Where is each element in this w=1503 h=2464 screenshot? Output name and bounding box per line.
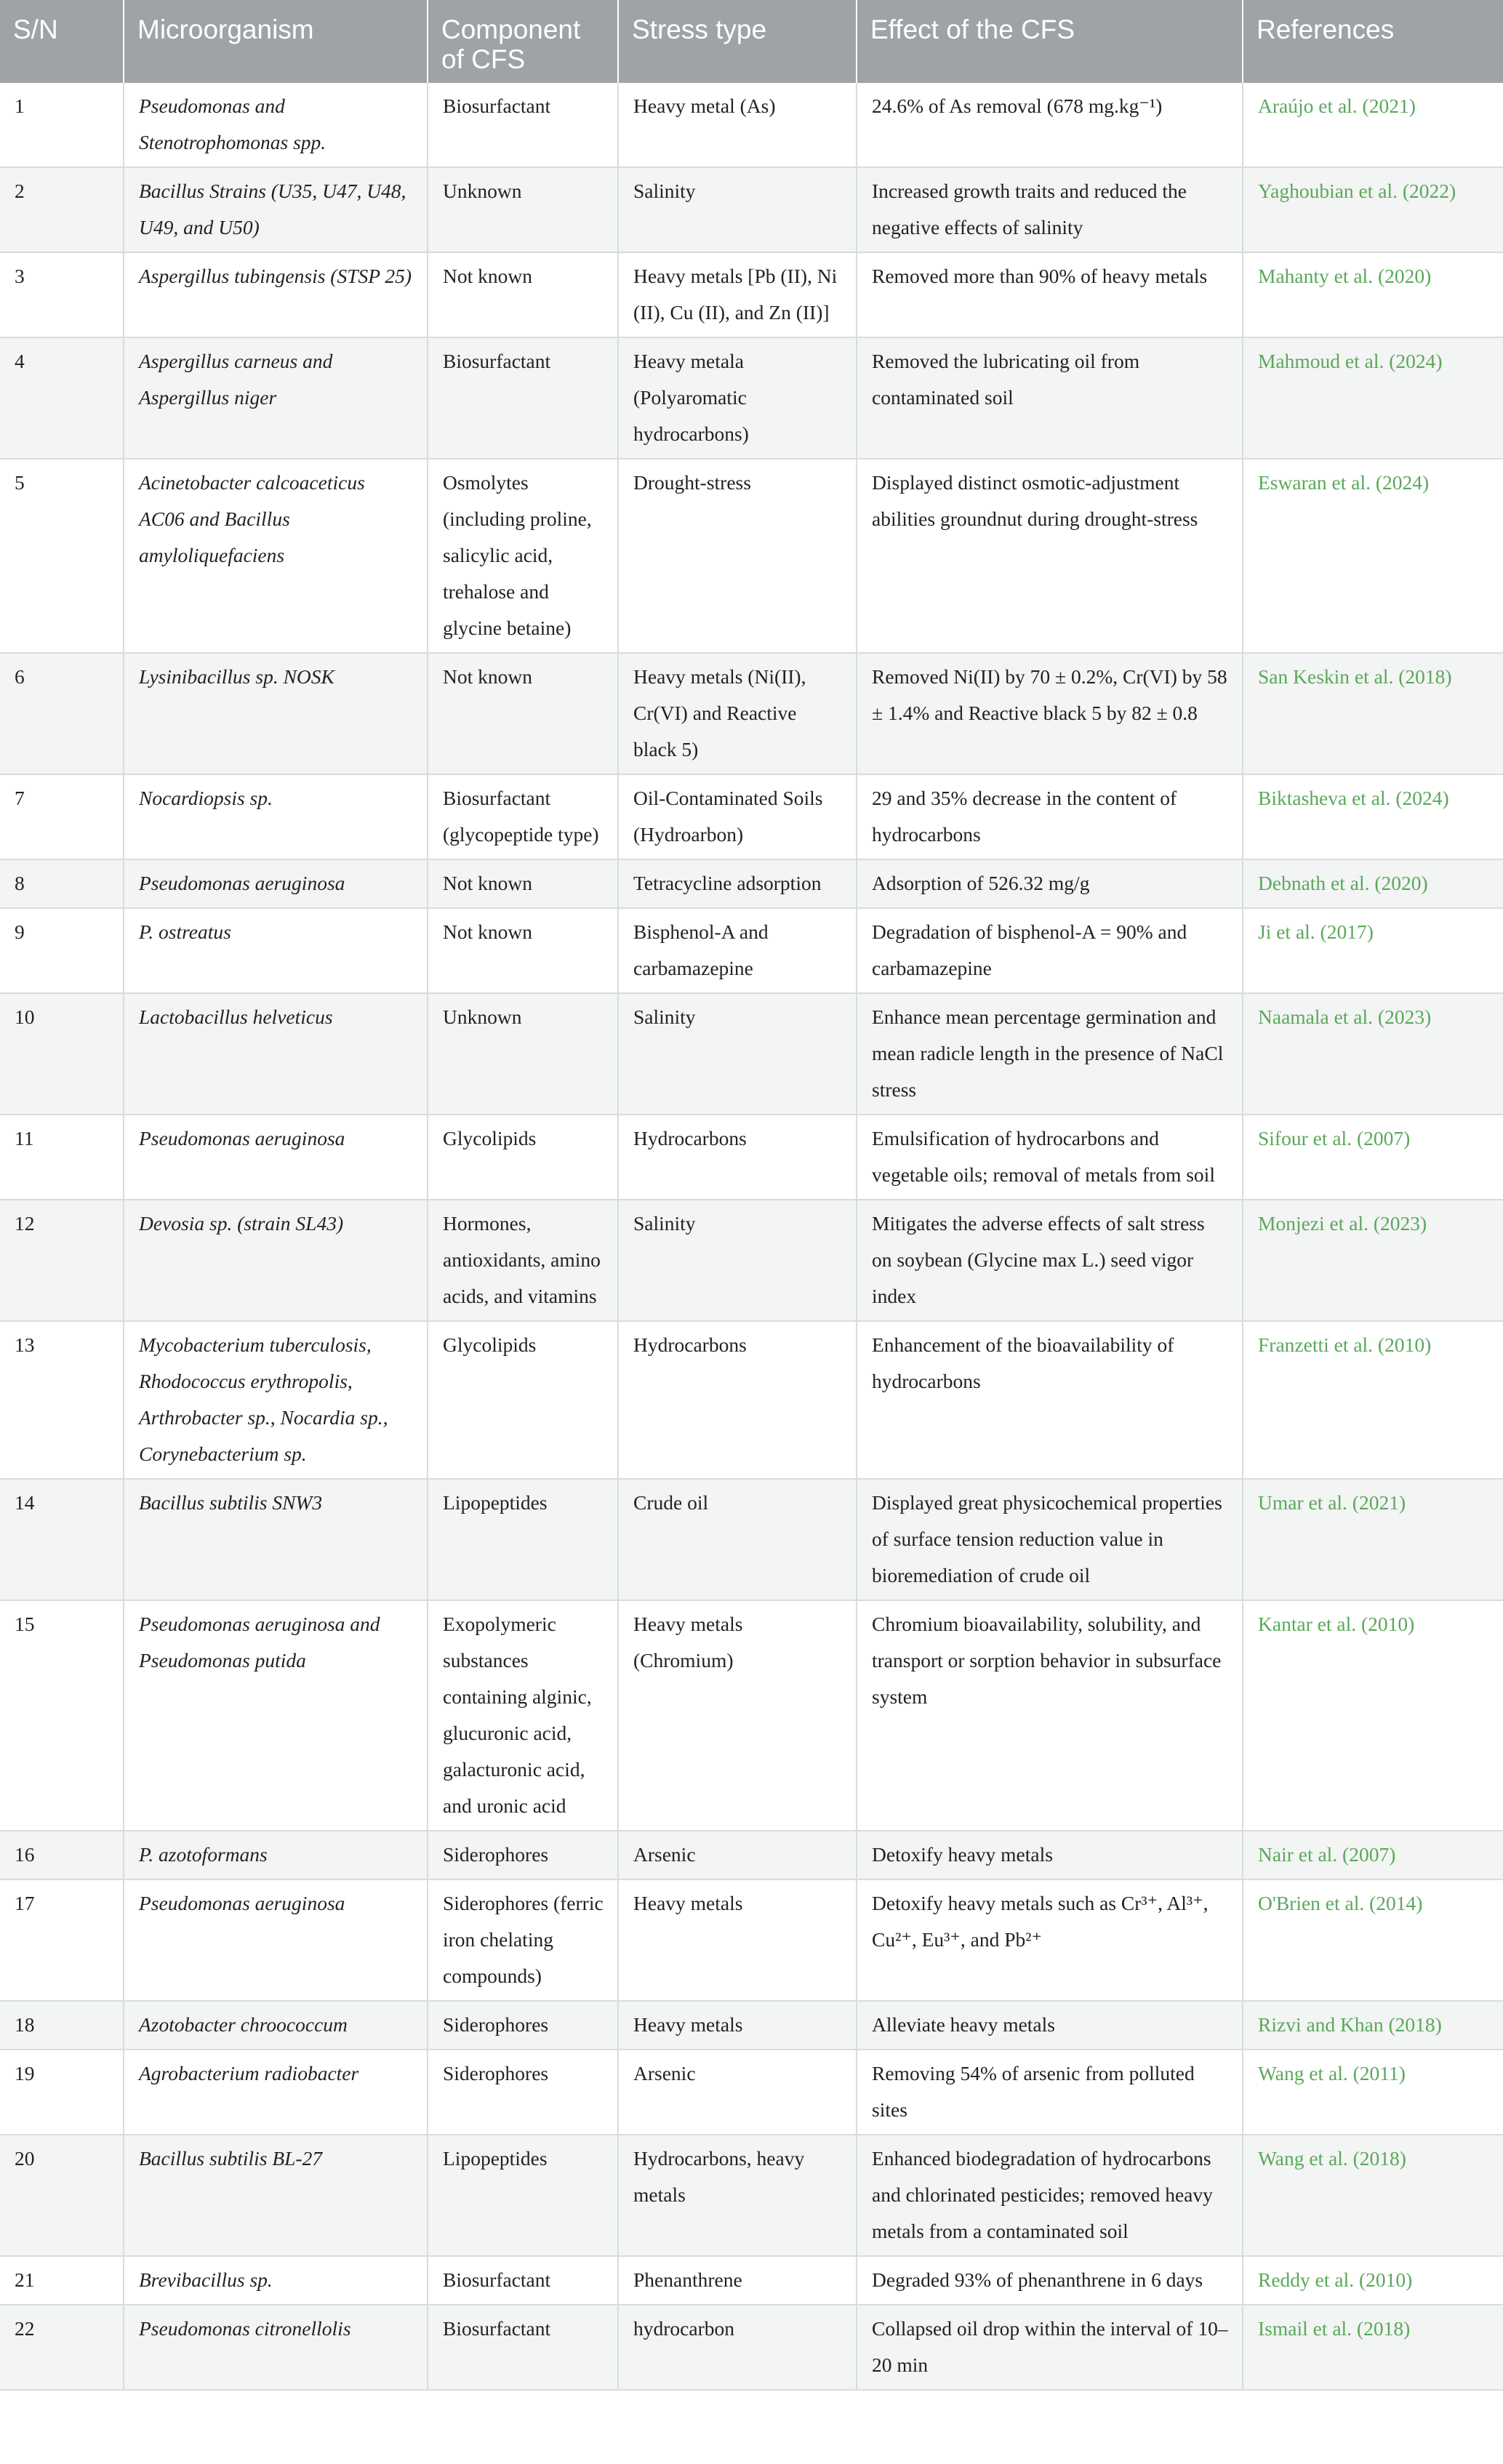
component-cell: Biosurfactant [428, 83, 618, 167]
table-row [0, 1600, 1503, 1831]
microorganism-cell: P. azotoformans [124, 1831, 428, 1879]
reference-link[interactable]: Wang et al. (2011) [1243, 2050, 1503, 2135]
microorganism-cell: Pseudomonas citronellolis [124, 2305, 428, 2390]
sn-cell: 21 [0, 2256, 124, 2305]
reference-link[interactable]: Franzetti et al. (2010) [1243, 1321, 1503, 1479]
stress-type-cell: Heavy metals (Ni(II), Cr(VI) and Reactive black 5) [618, 653, 857, 774]
table-row [0, 83, 1503, 167]
effect-cell: Adsorption of 526.32 mg/g [857, 859, 1243, 908]
header-sn: S/N [0, 0, 124, 83]
table-row [0, 167, 1503, 252]
sn-cell: 6 [0, 653, 124, 774]
microorganism-cell: P. ostreatus [124, 908, 428, 993]
component-cell: Glycolipids [428, 1115, 618, 1200]
component-cell: Lipopeptides [428, 2135, 618, 2256]
stress-type-cell: Oil-Contaminated Soils (Hydroarbon) [618, 774, 857, 859]
table-row [0, 908, 1503, 993]
table-row [0, 2135, 1503, 2256]
stress-type-cell: Salinity [618, 167, 857, 252]
component-cell: Biosurfactant [428, 2305, 618, 2390]
reference-link[interactable]: Yaghoubian et al. (2022) [1243, 167, 1503, 252]
sn-cell: 1 [0, 83, 124, 167]
effect-cell: Increased growth traits and reduced the negative effects of salinity [857, 167, 1243, 252]
sn-cell: 11 [0, 1115, 124, 1200]
stress-type-cell: Heavy metals [Pb (II), Ni (II), Cu (II), and Zn (II)] [618, 252, 857, 337]
table-row [0, 2050, 1503, 2135]
effect-cell: Removed the lubricating oil from contaminated soil [857, 337, 1243, 459]
stress-type-cell: Heavy metals (Chromium) [618, 1600, 857, 1831]
microorganism-cell: Mycobacterium tuberculosis, Rhodococcus erythropolis, Arthrobacter sp., Nocardia sp., Corynebacterium sp. [124, 1321, 428, 1479]
table-row [0, 859, 1503, 908]
sn-cell: 22 [0, 2305, 124, 2390]
microorganism-cell: Agrobacterium radiobacter [124, 2050, 428, 2135]
microorganism-cell: Nocardiopsis sp. [124, 774, 428, 859]
table-body [0, 83, 1503, 2390]
reference-link[interactable]: Sifour et al. (2007) [1243, 1115, 1503, 1200]
effect-cell: Enhancement of the bioavailability of hydrocarbons [857, 1321, 1243, 1479]
reference-link[interactable]: O'Brien et al. (2014) [1243, 1879, 1503, 2001]
sn-cell: 2 [0, 167, 124, 252]
effect-cell: Collapsed oil drop within the interval of 10–20 min [857, 2305, 1243, 2390]
effect-cell: Detoxify heavy metals [857, 1831, 1243, 1879]
effect-cell: Degraded 93% of phenanthrene in 6 days [857, 2256, 1243, 2305]
component-cell: Not known [428, 908, 618, 993]
microorganism-cell: Aspergillus carneus and Aspergillus niger [124, 337, 428, 459]
effect-cell: 29 and 35% decrease in the content of hydrocarbons [857, 774, 1243, 859]
table-row [0, 1200, 1503, 1321]
stress-type-cell: Hydrocarbons [618, 1115, 857, 1200]
stress-type-cell: Arsenic [618, 2050, 857, 2135]
component-cell: Biosurfactant (glycopeptide type) [428, 774, 618, 859]
component-cell: Lipopeptides [428, 1479, 618, 1600]
sn-cell: 8 [0, 859, 124, 908]
microorganism-cell: Devosia sp. (strain SL43) [124, 1200, 428, 1321]
sn-cell: 19 [0, 2050, 124, 2135]
reference-link[interactable]: Biktasheva et al. (2024) [1243, 774, 1503, 859]
reference-link[interactable]: Mahanty et al. (2020) [1243, 252, 1503, 337]
stress-type-cell: Salinity [618, 993, 857, 1115]
component-cell: Biosurfactant [428, 2256, 618, 2305]
header-row [0, 0, 1503, 83]
header-component: Component of CFS [428, 0, 618, 83]
component-cell: Siderophores [428, 2001, 618, 2050]
reference-link[interactable]: Naamala et al. (2023) [1243, 993, 1503, 1115]
sn-cell: 5 [0, 459, 124, 653]
microorganism-cell: Bacillus subtilis SNW3 [124, 1479, 428, 1600]
effect-cell: Chromium bioavailability, solubility, and transport or sorption behavior in subsurface system [857, 1600, 1243, 1831]
component-cell: Hormones, antioxidants, amino acids, and vitamins [428, 1200, 618, 1321]
table-row [0, 459, 1503, 653]
header-stress-type: Stress type [618, 0, 857, 83]
component-cell: Unknown [428, 167, 618, 252]
reference-link[interactable]: Debnath et al. (2020) [1243, 859, 1503, 908]
stress-type-cell: Drought-stress [618, 459, 857, 653]
reference-link[interactable]: Nair et al. (2007) [1243, 1831, 1503, 1879]
table-row [0, 2305, 1503, 2390]
microorganism-cell: Azotobacter chroococcum [124, 2001, 428, 2050]
component-cell: Osmolytes (including proline, salicylic acid, trehalose and glycine betaine) [428, 459, 618, 653]
stress-type-cell: Heavy metala (Polyaromatic hydrocarbons) [618, 337, 857, 459]
stress-type-cell: Heavy metals [618, 1879, 857, 2001]
reference-link[interactable]: Kantar et al. (2010) [1243, 1600, 1503, 1831]
effect-cell: Removed Ni(II) by 70 ± 0.2%, Cr(VI) by 58 ± 1.4% and Reactive black 5 by 82 ± 0.8 [857, 653, 1243, 774]
microorganism-cell: Aspergillus tubingensis (STSP 25) [124, 252, 428, 337]
table-header [0, 0, 1503, 83]
stress-type-cell: Crude oil [618, 1479, 857, 1600]
table-row [0, 1879, 1503, 2001]
stress-type-cell: Tetracycline adsorption [618, 859, 857, 908]
sn-cell: 15 [0, 1600, 124, 1831]
microorganism-cell: Lactobacillus helveticus [124, 993, 428, 1115]
microorganism-cell: Pseudomonas aeruginosa [124, 1115, 428, 1200]
component-cell: Glycolipids [428, 1321, 618, 1479]
effect-cell: Displayed great physicochemical properties of surface tension reduction value in bioremediation of crude oil [857, 1479, 1243, 1600]
sn-cell: 12 [0, 1200, 124, 1321]
table-row [0, 2256, 1503, 2305]
table-row [0, 252, 1503, 337]
sn-cell: 18 [0, 2001, 124, 2050]
effect-cell: Removing 54% of arsenic from polluted sites [857, 2050, 1243, 2135]
table-row [0, 774, 1503, 859]
table-row [0, 993, 1503, 1115]
sn-cell: 13 [0, 1321, 124, 1479]
sn-cell: 9 [0, 908, 124, 993]
reference-link[interactable]: Monjezi et al. (2023) [1243, 1200, 1503, 1321]
reference-link[interactable]: Mahmoud et al. (2024) [1243, 337, 1503, 459]
reference-link[interactable]: San Keskin et al. (2018) [1243, 653, 1503, 774]
effect-cell: Enhance mean percentage germination and mean radicle length in the presence of NaCl stress [857, 993, 1243, 1115]
component-cell: Siderophores (ferric iron chelating compounds) [428, 1879, 618, 2001]
effect-cell: Emulsification of hydrocarbons and vegetable oils; removal of metals from soil [857, 1115, 1243, 1200]
reference-link[interactable]: Umar et al. (2021) [1243, 1479, 1503, 1600]
stress-type-cell: hydrocarbon [618, 2305, 857, 2390]
microorganism-cell: Pseudomonas and Stenotrophomonas spp. [124, 83, 428, 167]
header-microorganism: Microorganism [124, 0, 428, 83]
microorganism-cell: Lysinibacillus sp. NOSK [124, 653, 428, 774]
sn-cell: 10 [0, 993, 124, 1115]
reference-link[interactable]: Wang et al. (2018) [1243, 2135, 1503, 2256]
stress-type-cell: Hydrocarbons [618, 1321, 857, 1479]
component-cell: Biosurfactant [428, 337, 618, 459]
table-row [0, 1479, 1503, 1600]
stress-type-cell: Hydrocarbons, heavy metals [618, 2135, 857, 2256]
sn-cell: 3 [0, 252, 124, 337]
effect-cell: Mitigates the adverse effects of salt stress on soybean (Glycine max L.) seed vigor index [857, 1200, 1243, 1321]
microorganism-cell: Brevibacillus sp. [124, 2256, 428, 2305]
reference-link[interactable]: Ismail et al. (2018) [1243, 2305, 1503, 2390]
component-cell: Unknown [428, 993, 618, 1115]
table-row [0, 653, 1503, 774]
sn-cell: 17 [0, 1879, 124, 2001]
table-row [0, 2001, 1503, 2050]
table-row [0, 1321, 1503, 1479]
stress-type-cell: Phenanthrene [618, 2256, 857, 2305]
reference-link[interactable]: Araújo et al. (2021) [1243, 83, 1503, 167]
microorganism-cell: Bacillus Strains (U35, U47, U48, U49, and U50) [124, 167, 428, 252]
component-cell: Not known [428, 653, 618, 774]
stress-type-cell: Heavy metals [618, 2001, 857, 2050]
sn-cell: 14 [0, 1479, 124, 1600]
sn-cell: 16 [0, 1831, 124, 1879]
effect-cell: Degradation of bisphenol-A = 90% and carbamazepine [857, 908, 1243, 993]
stress-type-cell: Bisphenol-A and carbamazepine [618, 908, 857, 993]
component-cell: Not known [428, 859, 618, 908]
microorganism-cell: Pseudomonas aeruginosa [124, 1879, 428, 2001]
microorganism-cell: Pseudomonas aeruginosa [124, 859, 428, 908]
effect-cell: 24.6% of As removal (678 mg.kg⁻¹) [857, 83, 1243, 167]
component-cell: Exopolymeric substances containing alginic, glucuronic acid, galacturonic acid, and uronic acid [428, 1600, 618, 1831]
reference-link[interactable]: Reddy et al. (2010) [1243, 2256, 1503, 2305]
microorganism-cell: Pseudomonas aeruginosa and Pseudomonas putida [124, 1600, 428, 1831]
sn-cell: 4 [0, 337, 124, 459]
component-cell: Not known [428, 252, 618, 337]
reference-link[interactable]: Ji et al. (2017) [1243, 908, 1503, 993]
effect-cell: Displayed distinct osmotic-adjustment abilities groundnut during drought-stress [857, 459, 1243, 653]
component-cell: Siderophores [428, 1831, 618, 1879]
reference-link[interactable]: Eswaran et al. (2024) [1243, 459, 1503, 653]
stress-type-cell: Arsenic [618, 1831, 857, 1879]
header-effect: Effect of the CFS [857, 0, 1243, 83]
sn-cell: 20 [0, 2135, 124, 2256]
microorganism-cell: Acinetobacter calcoaceticus AC06 and Bacillus amyloliquefaciens [124, 459, 428, 653]
effect-cell: Detoxify heavy metals such as Cr³⁺, Al³⁺, Cu²⁺, Eu³⁺, and Pb²⁺ [857, 1879, 1243, 2001]
table-row [0, 1115, 1503, 1200]
table-row [0, 337, 1503, 459]
header-references: References [1243, 0, 1503, 83]
sn-cell: 7 [0, 774, 124, 859]
component-cell: Siderophores [428, 2050, 618, 2135]
stress-type-cell: Heavy metal (As) [618, 83, 857, 167]
effect-cell: Enhanced biodegradation of hydrocarbons and chlorinated pesticides; removed heavy metals from a contaminated soil [857, 2135, 1243, 2256]
microorganism-cell: Bacillus subtilis BL-27 [124, 2135, 428, 2256]
reference-link[interactable]: Rizvi and Khan (2018) [1243, 2001, 1503, 2050]
effect-cell: Removed more than 90% of heavy metals [857, 252, 1243, 337]
effect-cell: Alleviate heavy metals [857, 2001, 1243, 2050]
table-row [0, 1831, 1503, 1879]
stress-type-cell: Salinity [618, 1200, 857, 1321]
